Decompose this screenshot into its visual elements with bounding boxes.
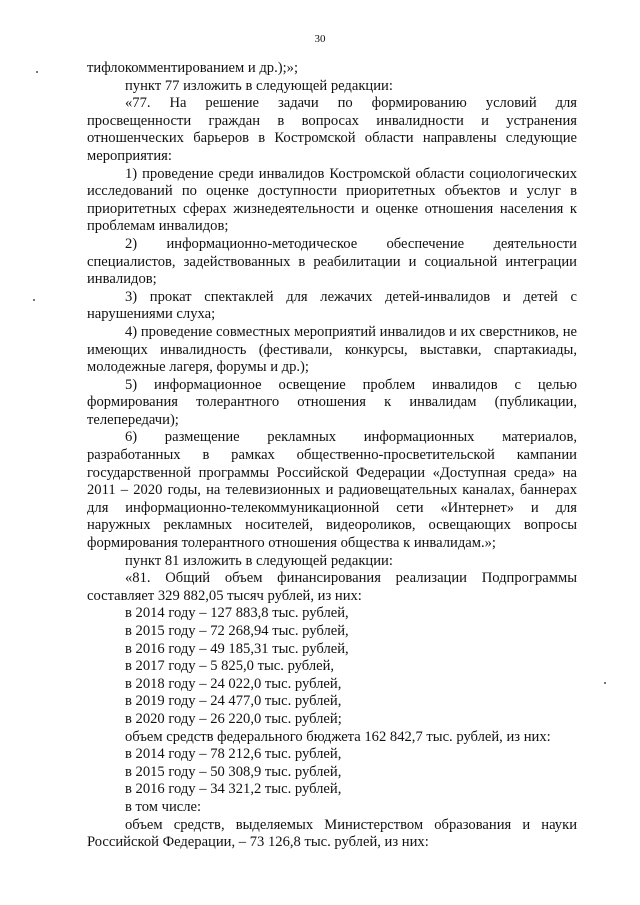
federal-2015: в 2015 году – 50 308,9 тыс. рублей, (125, 763, 342, 780)
federal-budget-total: объем средств федерального бюджета 162 842,7 тыс. рублей, из них: (125, 728, 551, 745)
scan-speck (604, 682, 606, 684)
page-number: 30 (314, 33, 326, 45)
paragraph-point-81-intro: пункт 81 изложить в следующей редакции: (125, 552, 393, 569)
ministry-funds: объем средств, выделяемых Министерством образования и науки Российской Федерации, – 73 126,8 тыс. рублей, из них: (87, 816, 577, 851)
document-body (87, 60, 577, 852)
funding-2014: в 2014 году – 127 883,8 тыс. рублей, (125, 605, 349, 622)
funding-2015: в 2015 году – 72 268,94 тыс. рублей, (125, 623, 349, 639)
paragraph-point-81: «81. Общий объем финансирования реализации Подпрограммы составляет 329 882,05 тысяч рублей, из них: (87, 570, 577, 604)
funding-2018: в 2018 году – 24 022,0 тыс. рублей, (125, 675, 342, 692)
federal-2014: в 2014 году – 78 212,6 тыс. рублей, (125, 746, 342, 763)
funding-2020: в 2020 году – 26 220,0 тыс. рублей; (125, 710, 342, 727)
paragraph-point-77-intro: пункт 77 изложить в следующей редакции: (125, 77, 393, 94)
list-item-6: 6) размещение рекламных информационных материалов, разработанных в рамках общественно-просветительской кампании государственной программы Российской Федерации «Доступная среда» на 2011 – 2020 годы, на телевизионных и радиовещательных каналах, баннерах для информационно-телекоммуникационной сети «Интернет» и для наружных рекламных носителей, видеороликов, освещающих вопросы формирования толерантного отношения общества к инвалидам.»; (87, 429, 577, 552)
funding-2019: в 2019 году – 24 477,0 тыс. рублей, (125, 693, 342, 710)
paragraph-point-77: «77. На решение задачи по формированию условий для просвещенности граждан в вопросах инвалидности и устранения отношенческих барьеров в Костромской области направлены следующие мероприятия: (87, 95, 577, 164)
list-item-4: 4) проведение совместных мероприятий инвалидов и их сверстников, не имеющих инвалидность (фестивали, конкурсы, выставки, спартакиады, молодежные лагеря, форумы и др.); (87, 323, 577, 376)
list-item-5: 5) информационное освещение проблем инвалидов с целью формирования толерантного отношения к инвалидам (публикации, телепередачи); (87, 376, 577, 428)
including-label: в том числе: (125, 798, 202, 815)
federal-2016: в 2016 году – 34 321,2 тыс. рублей, (125, 781, 342, 798)
funding-2017: в 2017 году – 5 825,0 тыс. рублей, (125, 658, 335, 675)
list-item-3: 3) прокат спектаклей для лежачих детей-инвалидов и детей с нарушениями слуха; (87, 288, 577, 323)
scan-speck (33, 299, 35, 301)
scan-speck (36, 71, 38, 73)
paragraph-continuation: тифлокомментированием и др.);»; (87, 60, 299, 76)
list-item-2: 2) информационно-методическое обеспечение деятельности специалистов, задействованных в реабилитации и социальной интеграции инвалидов; (87, 235, 577, 288)
list-item-1: 1) проведение среди инвалидов Костромской области социологических исследований по оценке доступности приоритетных объектов и услуг в приоритетных сферах жизнедеятельности и оценке отношения населения к проблемам инвалидов; (87, 165, 577, 235)
funding-2016: в 2016 году – 49 185,31 тыс. рублей, (125, 640, 349, 657)
